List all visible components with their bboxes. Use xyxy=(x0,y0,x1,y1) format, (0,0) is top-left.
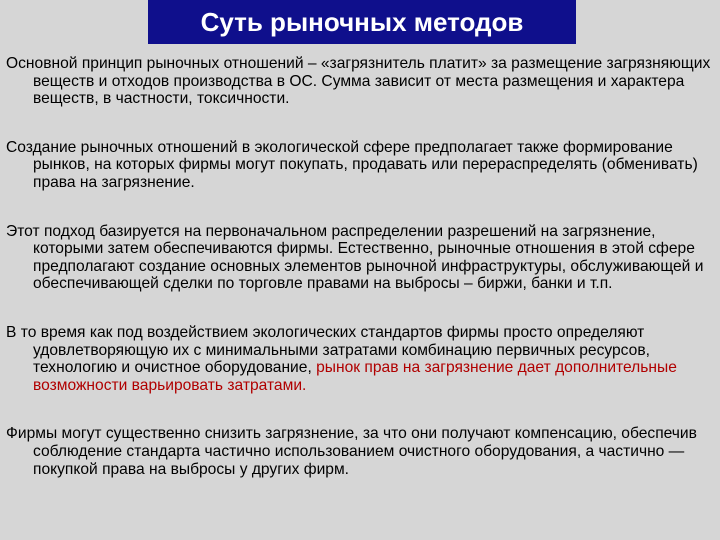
paragraph-principle: Основной принцип рыночных отношений – «загрязнитель платит» за размещение загрязняющих веществ и отходов производства в ОС. Сумма зависит от места размещения и характера веществ, в частности, токсичности. xyxy=(6,55,711,108)
page-title: Суть рыночных методов xyxy=(200,6,524,37)
title-bar xyxy=(148,0,576,44)
content-body xyxy=(6,55,714,478)
paragraph-compensation: Фирмы могут существенно снизить загрязнение, за что они получают компенсацию, обеспечив соблюдение стандарта частично использованием очистного оборудования, а частично — покупкой права на выбросы у других фирм. xyxy=(6,425,697,478)
highlighted-text: рынок прав на загрязнение дает дополнительные возможности варьировать затратами. xyxy=(33,359,677,394)
paragraph-market-creation: Создание рыночных отношений в экологической сфере предполагает также формирование рынков, на которых фирмы могут покупать, продавать или перераспределять (обменивать) права на загрязнение. xyxy=(6,138,698,191)
paragraph-standards xyxy=(6,324,714,394)
paragraph-approach: Этот подход базируется на первоначальном распределении разрешений на загрязнение, которыми затем обеспечиваются фирмы. Естественно, рыночные отношения в этой сфере предполагают создание основных элементов рыночной инфраструктуры, обслуживающей и обеспечивающей сделки по торговле правами на выбросы – биржи, банки и т.п. xyxy=(6,222,704,293)
paragraph-standards-text: В то время как под воздействием экологических стандартов фирмы просто определяют удовлетворяющую их с минимальными затратами комбинацию первичных ресурсов, технологию и очистное оборудование, xyxy=(6,323,650,377)
